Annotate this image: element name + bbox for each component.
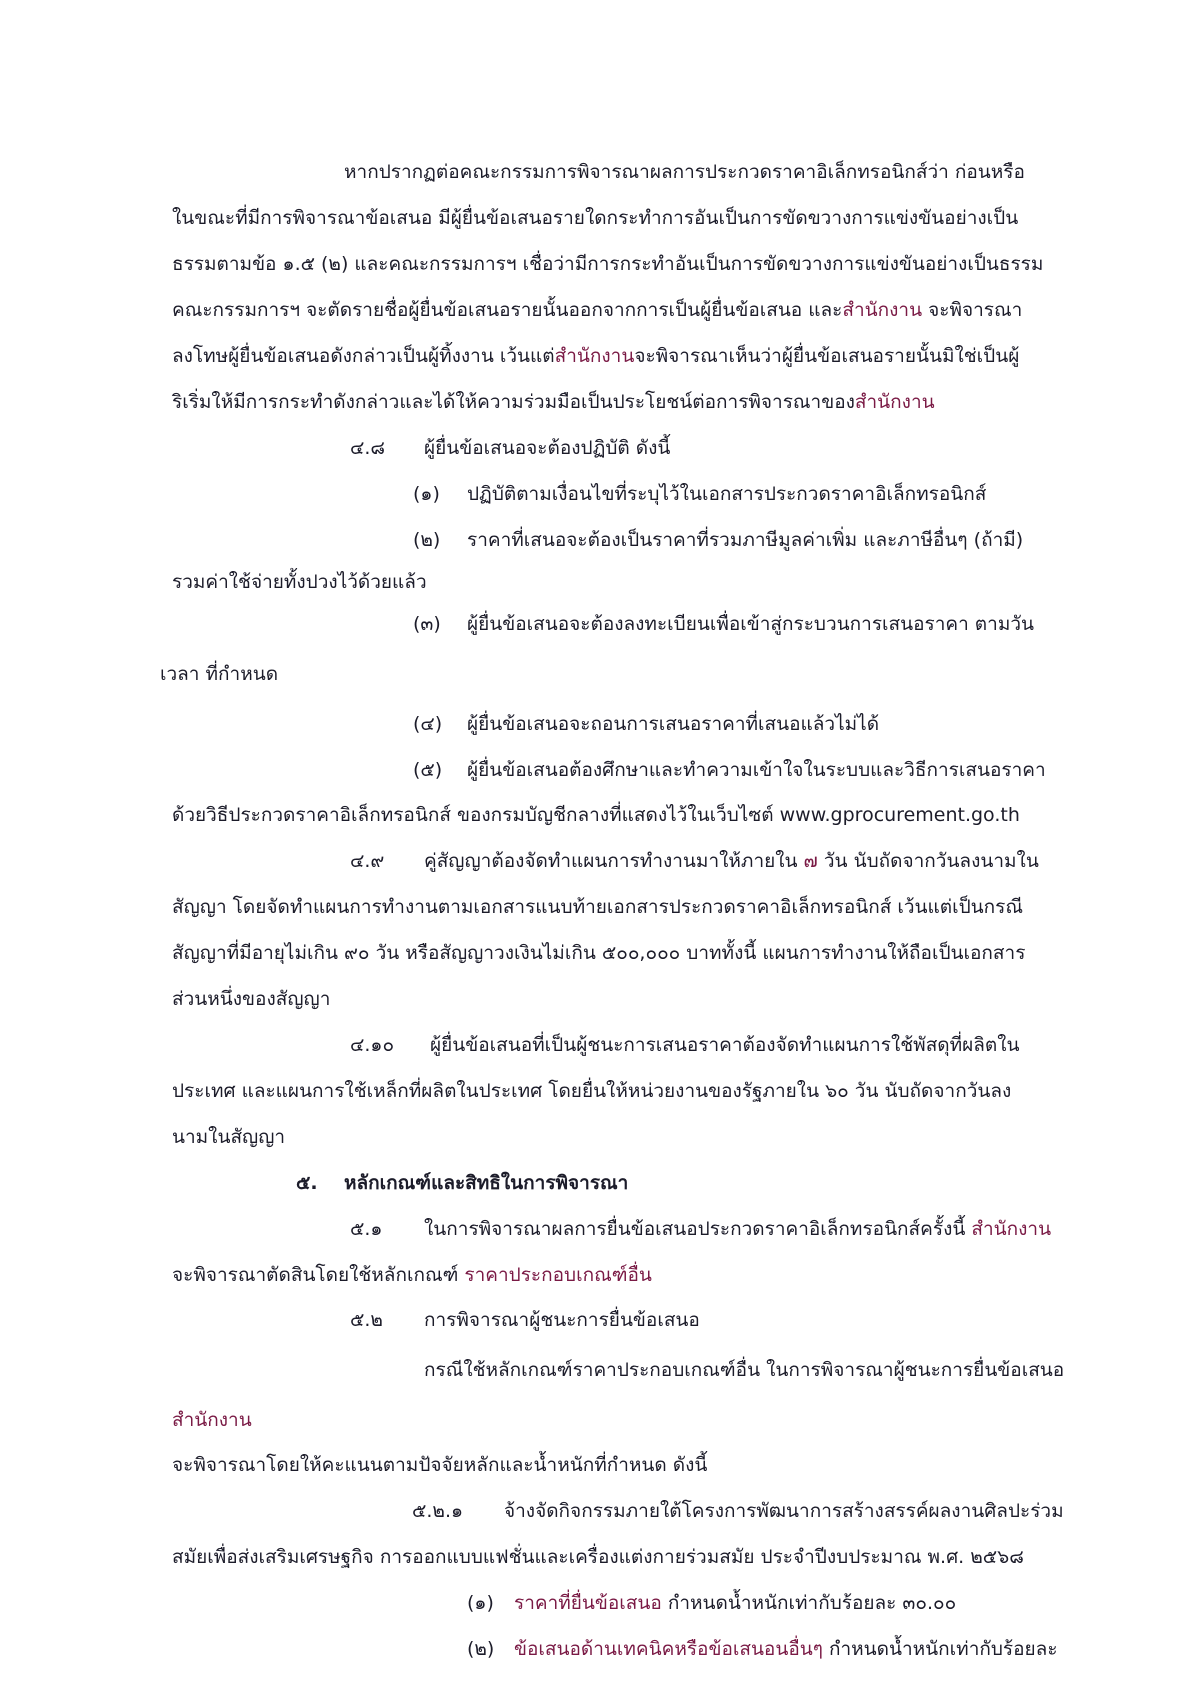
text-span: กำหนดน้ำหนักเท่ากับร้อยละ ๓๐.๐๐ (661, 1592, 957, 1614)
item-number: (๒) (467, 1638, 495, 1660)
text-span: ในการพิจารณาผลการยื่นข้อเสนอประกวดราคาอิเล็กทรอนิกส์ครั้งนี้ (424, 1218, 972, 1240)
paragraph-line: จะพิจารณาโดยให้คะแนนตามปัจจัยหลักและน้ำหนักที่กำหนด ดังนี้ (172, 1454, 708, 1476)
paragraph-line: ธรรมตามข้อ ๑.๕ (๒) และคณะกรรมการฯ เชื่อว่ามีการกระทำอันเป็นการขัดขวางการแข่งขันอย่างเป็นธรรม (172, 253, 1044, 275)
text-span: วัน นับถัดจากวันลงนามใน (817, 850, 1039, 872)
text-span: จะพิจารณา (922, 299, 1023, 321)
paragraph-line: หากปรากฏต่อคณะกรรมการพิจารณาผลการประกวดราคาอิเล็กทรอนิกส์ว่า ก่อนหรือ (344, 161, 1025, 183)
paragraph-line: กรณีใช้หลักเกณฑ์ราคาประกอบเกณฑ์อื่น ในการพิจารณาผู้ชนะการยื่นข้อเสนอ (424, 1359, 1065, 1381)
item-number: (๑) (413, 483, 440, 505)
section-text (424, 1215, 1051, 1243)
item-number: (๓) (413, 613, 441, 635)
text-span: คณะกรรมการฯ จะตัดรายชื่อผู้ยื่นข้อเสนอรายนั้นออกจากการเป็นผู้ยื่นข้อเสนอ และ (172, 299, 843, 321)
item-number: (๔) (413, 713, 443, 735)
item-text (514, 1589, 956, 1617)
days-highlight: ๗ (803, 850, 818, 872)
paragraph-line (172, 342, 1019, 370)
section-text: ผู้ยื่นข้อเสนอที่เป็นผู้ชนะการเสนอราคาต้องจัดทำแผนการใช้พัสดุที่ผลิตใน (430, 1034, 1020, 1056)
paragraph-line (172, 1261, 652, 1289)
paragraph-line (172, 388, 935, 416)
text-span: กำหนดน้ำหนักเท่ากับร้อยละ (822, 1638, 1058, 1660)
criteria-highlight: ราคาประกอบเกณฑ์อื่น (464, 1264, 652, 1286)
item-text (514, 1635, 1058, 1663)
paragraph-line: ประเทศ และแผนการใช้เหล็กที่ผลิตในประเทศ โดยยื่นให้หน่วยงานของรัฐภายใน ๖๐ วัน นับถัดจากวันลง (172, 1080, 1012, 1102)
section-number: ๕.๒ (350, 1309, 383, 1331)
section-heading: ผู้ยื่นข้อเสนอจะต้องปฏิบัติ ดังนี้ (424, 437, 671, 459)
item-continuation: รวมค่าใช้จ่ายทั้งปวงไว้ด้วยแล้ว (172, 571, 427, 593)
text-span: จะพิจารณาเห็นว่าผู้ยื่นข้อเสนอรายนั้นมิใช่เป็นผู้ (634, 345, 1020, 367)
section-number: ๔.๑๐ (350, 1034, 395, 1056)
item-text: ราคาที่เสนอจะต้องเป็นราคาที่รวมภาษีมูลค่าเพิ่ม และภาษีอื่นๆ (ถ้ามี) (467, 529, 1024, 551)
office-highlight: สำนักงาน (172, 1409, 252, 1431)
section-number: ๔.๘ (350, 437, 386, 459)
section-heading: การพิจารณาผู้ชนะการยื่นข้อเสนอ (424, 1309, 700, 1331)
item-text: ผู้ยื่นข้อเสนอจะถอนการเสนอราคาที่เสนอแล้วไม่ได้ (467, 713, 880, 735)
text-span: ริเริ่มให้มีการกระทำดังกล่าวและได้ให้ความร่วมมือเป็นประโยชน์ต่อการพิจารณาของ (172, 391, 855, 413)
item-number: (๑) (467, 1592, 494, 1614)
office-highlight: สำนักงาน (554, 345, 635, 367)
paragraph-line: สมัยเพื่อส่งเสริมเศรษฐกิจ การออกแบบแฟชั่นและเครื่องแต่งกายร่วมสมัย ประจำปีงบประมาณ พ.ศ. ๒๕๖๘ (172, 1546, 1024, 1568)
section-text: จ้างจัดกิจกรรมภายใต้โครงการพัฒนาการสร้างสรรค์ผลงานศิลปะร่วม (504, 1500, 1064, 1522)
item-number: (๒) (413, 529, 441, 551)
item-text: ปฏิบัติตามเงื่อนไขที่ระบุไว้ในเอกสารประกวดราคาอิเล็กทรอนิกส์ (467, 483, 987, 505)
item-continuation: เวลา ที่กำหนด (160, 663, 279, 685)
text-span: ลงโทษผู้ยื่นข้อเสนอดังกล่าวเป็นผู้ทิ้งงาน เว้นแต่ (172, 345, 555, 367)
section-text (424, 847, 1039, 875)
section-number: ๕. (296, 1172, 318, 1194)
section-number: ๔.๙ (350, 850, 385, 872)
paragraph-line: สัญญาที่มีอายุไม่เกิน ๙๐ วัน หรือสัญญาวงเงินไม่เกิน ๕๐๐,๐๐๐ บาททั้งนี้ แผนการทำงานให้ถือเป็นเอกสาร (172, 942, 1026, 964)
section-number: ๕.๒.๑ (412, 1500, 464, 1522)
item-text: ผู้ยื่นข้อเสนอต้องศึกษาและทำความเข้าใจในระบบและวิธีการเสนอราคา (467, 759, 1046, 781)
text-span: จะพิจารณาตัดสินโดยใช้หลักเกณฑ์ (172, 1264, 465, 1286)
criterion-highlight: ราคาที่ยื่นข้อเสนอ (514, 1592, 662, 1614)
paragraph-line: ส่วนหนึ่งของสัญญา (172, 988, 331, 1010)
section-number: ๕.๑ (350, 1218, 383, 1240)
office-highlight: สำนักงาน (842, 299, 923, 321)
item-number: (๕) (413, 759, 443, 781)
criterion-highlight: ข้อเสนอด้านเทคนิคหรือข้อเสนอนอื่นๆ (514, 1638, 823, 1660)
office-highlight: สำนักงาน (854, 391, 935, 413)
paragraph-line: นามในสัญญา (172, 1126, 286, 1148)
section-title: หลักเกณฑ์และสิทธิในการพิจารณา (344, 1172, 629, 1194)
paragraph-line (172, 296, 1022, 324)
item-text: ผู้ยื่นข้อเสนอจะต้องลงทะเบียนเพื่อเข้าสู่กระบวนการเสนอราคา ตามวัน (467, 613, 1034, 635)
text-span: คู่สัญญาต้องจัดทำแผนการทำงานมาให้ภายใน (424, 850, 804, 872)
paragraph-line: สัญญา โดยจัดทำแผนการทำงานตามเอกสารแนบท้ายเอกสารประกวดราคาอิเล็กทรอนิกส์ เว้นแต่เป็นกรณี (172, 896, 1023, 918)
office-highlight: สำนักงาน (971, 1218, 1052, 1240)
paragraph-line: ในขณะที่มีการพิจารณาข้อเสนอ มีผู้ยื่นข้อเสนอรายใดกระทำการอันเป็นการขัดขวางการแข่งขันอย่างเป็น (172, 207, 1019, 229)
item-continuation: ด้วยวิธีประกวดราคาอิเล็กทรอนิกส์ ของกรมบัญชีกลางที่แสดงไว้ในเว็บไซต์ www.gprocurement.go.th (172, 804, 1020, 826)
